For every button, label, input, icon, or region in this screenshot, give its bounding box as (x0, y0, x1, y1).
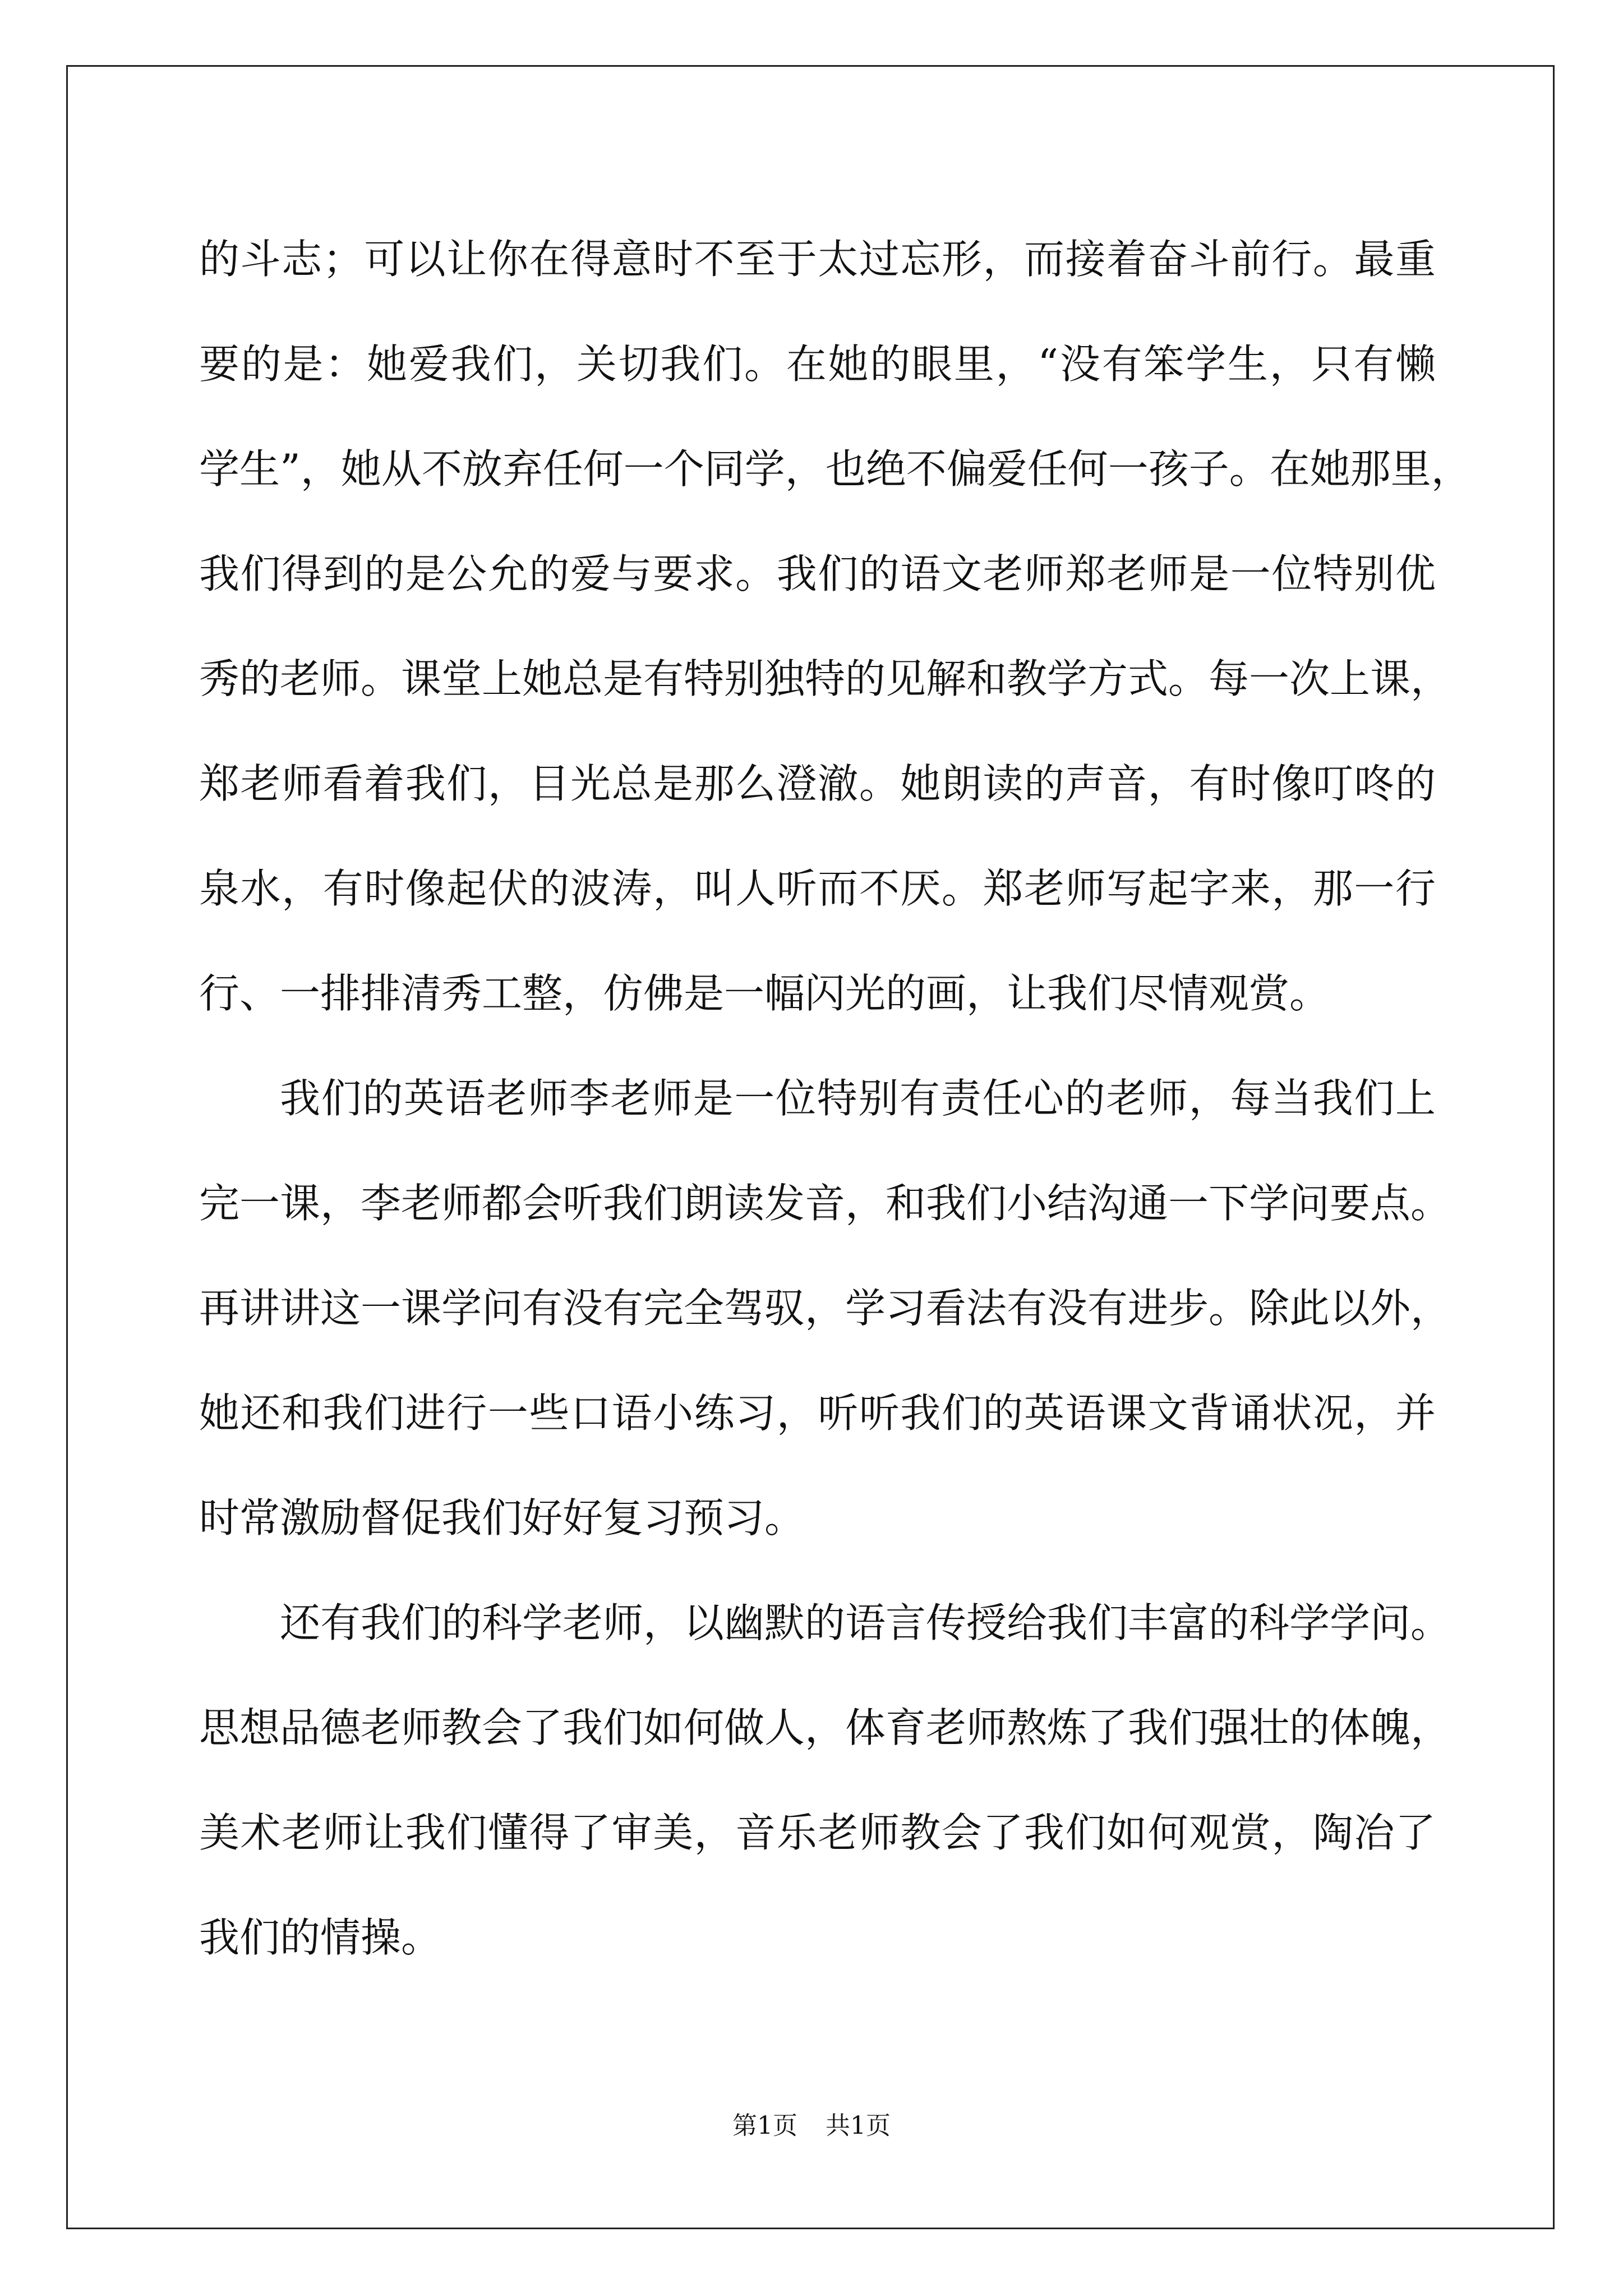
text-line: 时常激励督促我们好好复习预习。 (199, 1494, 805, 1542)
page-total: 共1页 (826, 2111, 891, 2140)
text-line: 再讲讲这一课学问有没有完全驾驭，学习看法有没有进步。除此以外， (199, 1285, 1451, 1332)
text-line: 她还和我们进行一些口语小练习，听听我们的英语课文背诵状况，并 (199, 1389, 1436, 1437)
text-line: 泉水，有时像起伏的波涛，叫人听而不厌。郑老师写起字来，那一行 (199, 865, 1436, 912)
text-line: 的斗志；可以让你在得意时不至于太过忘形，而接着奋斗前行。最重 (199, 236, 1436, 283)
document-body (199, 207, 1472, 1990)
page-number: 第1页 (732, 2111, 797, 2140)
text-line-paragraph-start: 我们的英语老师李老师是一位特别有责任心的老师，每当我们上 (280, 1075, 1436, 1122)
page-footer (0, 2109, 1623, 2143)
text-line: 美术老师让我们懂得了审美，音乐老师教会了我们如何观赏，陶冶了 (199, 1809, 1436, 1856)
text-line: 要的是：她爱我们，关切我们。在她的眼里，“没有笨学生，只有懒 (199, 341, 1436, 388)
text-line: 我们的情操。 (199, 1914, 442, 1961)
text-line: 秀的老师。课堂上她总是有特别独特的见解和教学方式。每一次上课， (199, 655, 1451, 702)
text-line: 思想品德老师教会了我们如何做人，体育老师熬炼了我们强壮的体魄， (199, 1704, 1451, 1751)
text-line: 学生”，她从不放弃任何一个同学，也绝不偏爱任何一孩子。在她那里， (199, 445, 1472, 493)
text-line: 行、一排排清秀工整，仿佛是一幅闪光的画，让我们尽情观赏。 (199, 970, 1330, 1017)
text-line: 完一课，李老师都会听我们朗读发音，和我们小结沟通一下学问要点。 (199, 1180, 1451, 1227)
text-line: 郑老师看着我们，目光总是那么澄澈。她朗读的声音，有时像叮咚的 (199, 760, 1436, 807)
text-line: 我们得到的是公允的爱与要求。我们的语文老师郑老师是一位特别优 (199, 550, 1436, 597)
text-line-paragraph-start: 还有我们的科学老师，以幽默的语言传授给我们丰富的科学学问。 (280, 1599, 1451, 1646)
